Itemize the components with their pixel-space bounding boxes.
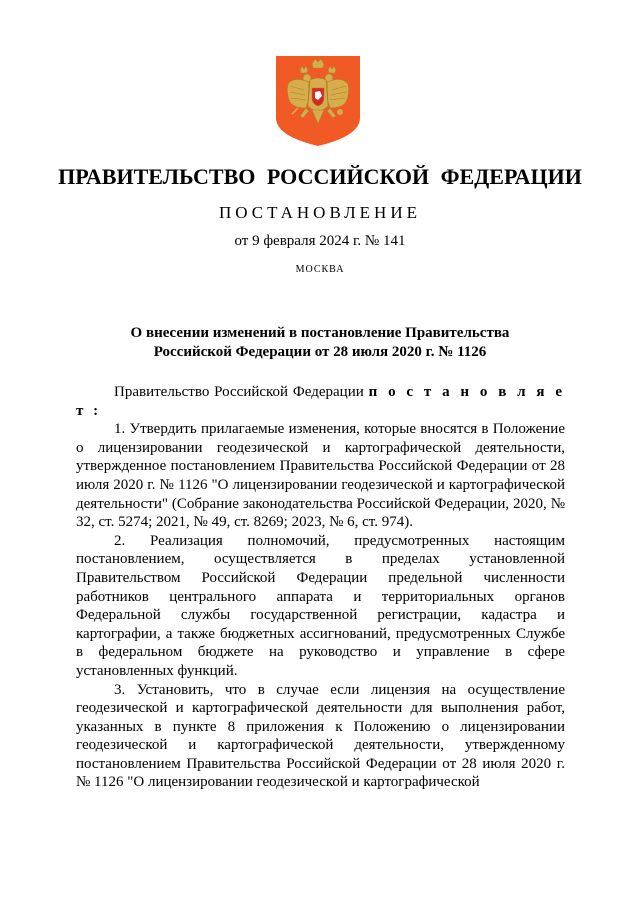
subject-line-1: О внесении изменений в постановление Правительства (130, 325, 510, 341)
preamble-text: Правительство Российской Федерации (114, 384, 369, 400)
document-subject (80, 324, 560, 362)
government-title: ПРАВИТЕЛЬСТВО РОССИЙСКОЙ ФЕДЕРАЦИИ (58, 164, 582, 189)
preamble-decree: п о с т а н о в л я е т : (76, 384, 565, 419)
document-date-number: от 9 февраля 2024 г. № 141 (234, 233, 406, 249)
document-type: ПОСТАНОВЛЕНИЕ (218, 203, 421, 222)
paragraph-2: 2. Реализация полномочий, предусмотренных настоящим постановлением, осуществляется в пределах установленной Правительством Российской Федерации предельной численности работников центрального аппарата и территориальных органов Федеральной службы государственной регистрации, кадастра и картографии, а также бюджетных ассигнований, предусмотренных Службе в федеральном бюджете на руководство и управление в сфере установленных функций. (76, 532, 565, 679)
preamble (76, 383, 565, 420)
document-body (76, 383, 565, 792)
subject-line-2: Российской Федерации от 28 июля 2020 г. № 1126 (153, 344, 487, 360)
russian-coat-of-arms-icon (276, 56, 360, 146)
paragraph-1: 1. Утвердить прилагаемые изменения, которые вносятся в Положение о лицензировании геодезической и картографической деятельности, утвержденное постановлением Правительства Российской Федерации от 28 июля 2020 г. № 1126 "О лицензировании геодезической и картографической деятельности" (Собрание законодательства Российской Федерации, 2020, № 32, ст. 5274; 2021, № 49, ст. 8269; 2023, № 6, ст. 974). (76, 421, 565, 531)
paragraph-3: 3. Установить, что в случае если лицензия на осуществление геодезической и картографической деятельности для выполнения работ, указанных в пункте 8 приложения к Положению о лицензировании геодезической и картографической деятельности, утвержденному постановлением Правительства Российской Федерации от 28 июля 2020 г. № 1126 "О лицензировании геодезической и картографической (76, 681, 565, 791)
document-city: МОСКВА (295, 264, 345, 275)
